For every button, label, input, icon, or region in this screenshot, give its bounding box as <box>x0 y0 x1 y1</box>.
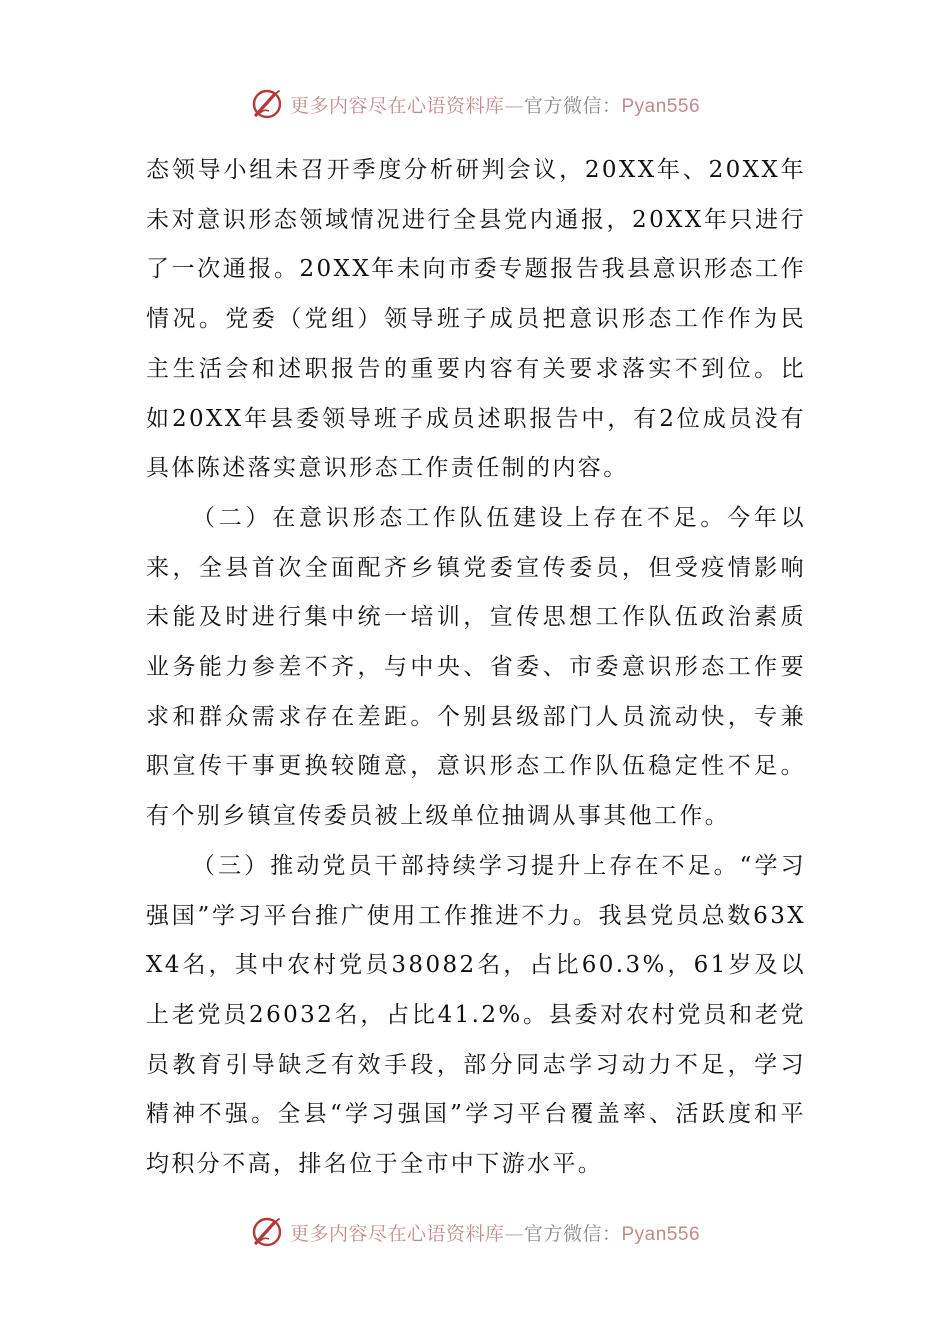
watermark-separator: — <box>504 1222 524 1245</box>
watermark-text <box>290 1219 700 1246</box>
paragraph-continuation: 态领导小组未召开季度分析研判会议，20XX年、20XX年未对意识形态领域情况进行全县党内通报，20XX年只进行了一次通报。20XX年未向市委专题报告我县意识形态工作情况。党委（党组）领导班子成员把意识形态工作作为民主生活会和述职报告的重要内容有关要求落实不到位。比如20XX年县委领导班子成员述职报告中，有2位成员没有具体陈述落实意识形态工作责任制的内容。 <box>146 157 806 482</box>
paragraph-section-two: （二）在意识形态工作队伍建设上存在不足。今年以来，全县首次全面配齐乡镇党委宣传委员，但受疫情影响未能及时进行集中统一培训，宣传思想工作队伍政治素质业务能力参差不齐，与中央、省委、市委意识形态工作要求和群众需求存在差距。个别县级部门人员流动快，专兼职宣传干事更换较随意，意识形态工作队伍稳定性不足。有个别乡镇宣传委员被上级单位抽调从事其他工作。 <box>146 504 806 830</box>
paragraph-section-three: （三）推动党员干部持续学习提升上存在不足。“学习强国”学习平台推广使用工作推进不力。我县党员总数63XX4名，其中农村党员38082名，占比60.3%，61岁及以上老党员26032名，占比41.2%。县委对农村党员和老党员教育引导缺乏有效手段，部分同志学习动力不足，学习精神不强。全县“学习强国”学习平台覆盖率、活跃度和平均积分不高，排名位于全市中下游水平。 <box>146 852 806 1178</box>
pen-logo-icon <box>250 1215 284 1249</box>
watermark-site: 更多内容尽在心语资料库 <box>289 1222 505 1245</box>
watermark-site: 更多内容尽在心语资料库 <box>289 94 505 117</box>
watermark-separator: — <box>504 94 524 117</box>
watermark-wechat-id: Pyan556 <box>621 95 701 117</box>
watermark-text <box>290 91 700 118</box>
footer-watermark <box>0 1212 950 1252</box>
header-watermark <box>0 84 950 124</box>
watermark-wechat-id: Pyan556 <box>621 1223 701 1245</box>
watermark-label: 官方微信： <box>523 1222 622 1245</box>
document-body <box>146 146 806 1190</box>
watermark-label: 官方微信： <box>523 94 622 117</box>
pen-logo-icon <box>250 87 284 121</box>
